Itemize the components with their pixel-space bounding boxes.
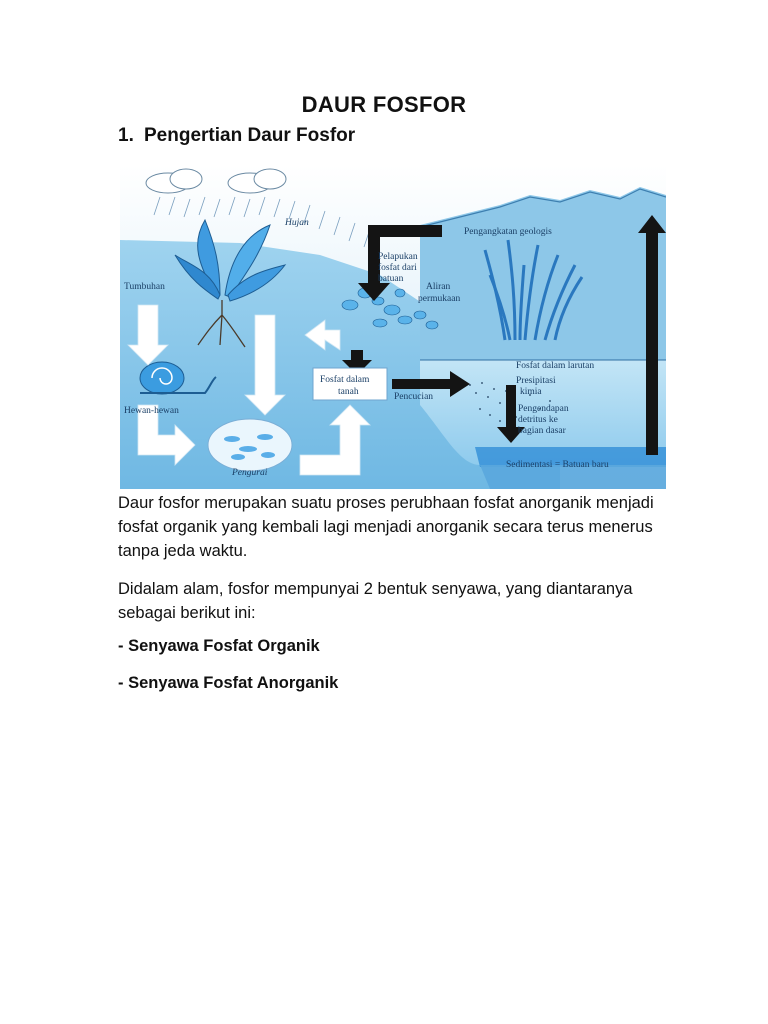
label-fosfat-tanah-1: Fosfat dalam xyxy=(320,375,370,385)
label-sedimentasi: Sedimentasi = Batuan baru xyxy=(506,460,609,470)
label-pelapukan-2: fosfat dari xyxy=(378,263,417,273)
label-tumbuhan: Tumbuhan xyxy=(124,282,165,292)
bullet-organic-phosphate: - Senyawa Fosfat Organik xyxy=(118,637,320,655)
label-hewan: Hewan-hewan xyxy=(124,406,179,416)
section-heading xyxy=(118,125,355,147)
label-pengendapan-2: detritus ke xyxy=(518,415,558,425)
paragraph-compound-forms: Didalam alam, fosfor mempunyai 2 bentuk senyawa, yang diantaranya sebagai berikut ini: xyxy=(118,580,633,622)
label-pengendapan-3: bagian dasar xyxy=(518,426,566,436)
paragraph-definition: Daur fosfor merupakan suatu proses perubhaan fosfat anorganik menjadi fosfat organik yang kembali lagi menjadi anorganik secara terus menerus tanpa jeda waktu. xyxy=(118,494,654,560)
label-pengendapan-1: Pengendapan xyxy=(518,404,569,414)
bullet-inorganic-phosphate: - Senyawa Fosfat Anorganik xyxy=(118,674,339,692)
label-aliran-2: permukaan xyxy=(418,294,461,304)
label-larutan: Fosfat dalam larutan xyxy=(516,361,595,371)
decomposer-icon xyxy=(208,419,292,471)
label-fosfat-tanah-2: tanah xyxy=(338,387,359,397)
label-pengurai: Pengurai xyxy=(232,468,268,478)
label-presipitasi-1: Presipitasi xyxy=(516,376,556,386)
label-aliran-1: Aliran xyxy=(426,282,451,292)
label-pencucian: Pencucian xyxy=(394,392,434,402)
section-heading-text: Pengertian Daur Fosfor xyxy=(144,125,356,146)
label-pengangkatan: Pengangkatan geologis xyxy=(464,227,552,237)
section-number: 1. xyxy=(118,125,134,146)
label-hujan: Hujan xyxy=(285,218,309,228)
label-presipitasi-2: kimia xyxy=(520,387,542,397)
document-title: DAUR FOSFOR xyxy=(301,92,467,117)
phosphorus-cycle-diagram xyxy=(120,165,666,489)
label-pelapukan-1: Pelapukan xyxy=(378,252,418,262)
label-pelapukan-3: batuan xyxy=(378,274,404,284)
